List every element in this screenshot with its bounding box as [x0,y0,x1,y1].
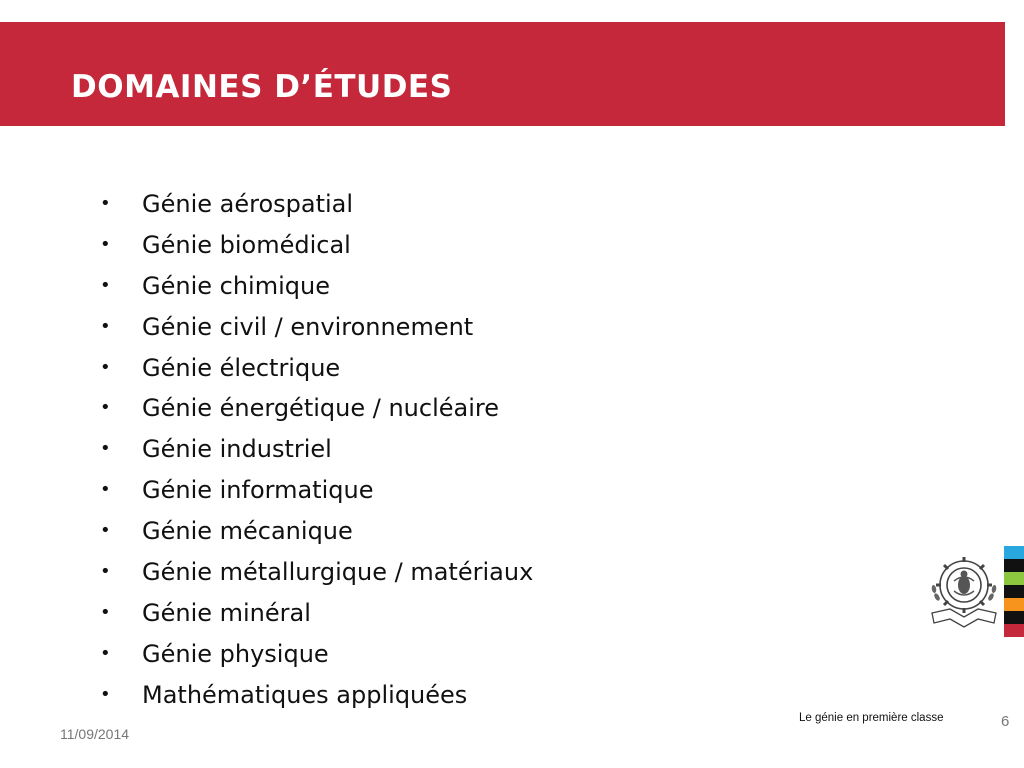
slide-title: DOMAINES D’ÉTUDES [71,69,453,105]
list-item [100,470,533,511]
list-item-label: Génie énergétique / nucléaire [142,394,499,423]
list-item-label: Génie physique [142,639,329,668]
list-item [100,266,533,307]
list-item-label: Génie informatique [142,476,374,505]
list-item-label: Génie industriel [142,435,332,464]
bullet-icon: • [100,315,111,337]
color-stripe [1004,624,1024,637]
list-item-label: Génie électrique [142,353,341,382]
list-item [100,307,533,348]
bullet-icon: • [100,683,111,705]
polytechnique-seal-icon [928,551,1000,629]
list-item [100,388,533,429]
color-stripe [1004,559,1024,572]
list-item-label: Génie minéral [142,598,311,627]
list-item-label: Mathématiques appliquées [142,680,468,709]
list-item-label: Génie biomédical [142,230,351,259]
footer-tagline: Le génie en première classe [799,712,944,724]
program-list [100,184,533,716]
list-item-label: Génie métallurgique / matériaux [142,558,534,587]
list-item [100,511,533,552]
list-item [100,429,533,470]
color-stripes [1004,546,1024,637]
bullet-icon: • [100,193,111,214]
color-stripe [1004,611,1024,624]
color-stripe [1004,546,1024,559]
list-item [100,593,533,634]
list-item [100,225,533,266]
list-item [100,184,533,225]
color-stripe [1004,598,1024,611]
list-item-label: Génie mécanique [142,517,353,546]
color-stripe [1004,572,1024,585]
page-number: 6 [1001,713,1010,730]
bullet-icon: • [100,561,111,583]
color-stripe [1004,585,1024,598]
bullet-icon: • [100,520,111,542]
bullet-icon: • [100,438,111,460]
list-item [100,552,533,593]
bullet-icon: • [100,642,111,664]
list-item-label: Génie aérospatial [142,190,354,218]
list-item [100,675,533,716]
list-item-label: Génie chimique [142,271,330,300]
bullet-icon: • [100,233,111,255]
bullet-icon: • [100,356,111,378]
list-item [100,348,533,389]
bullet-icon: • [100,274,111,296]
list-item [100,634,533,675]
list-item-label: Génie civil / environnement [142,312,474,341]
bullet-icon: • [100,397,111,419]
bullet-icon: • [100,479,111,501]
bullet-icon: • [100,601,111,623]
footer-date: 11/09/2014 [60,726,130,742]
